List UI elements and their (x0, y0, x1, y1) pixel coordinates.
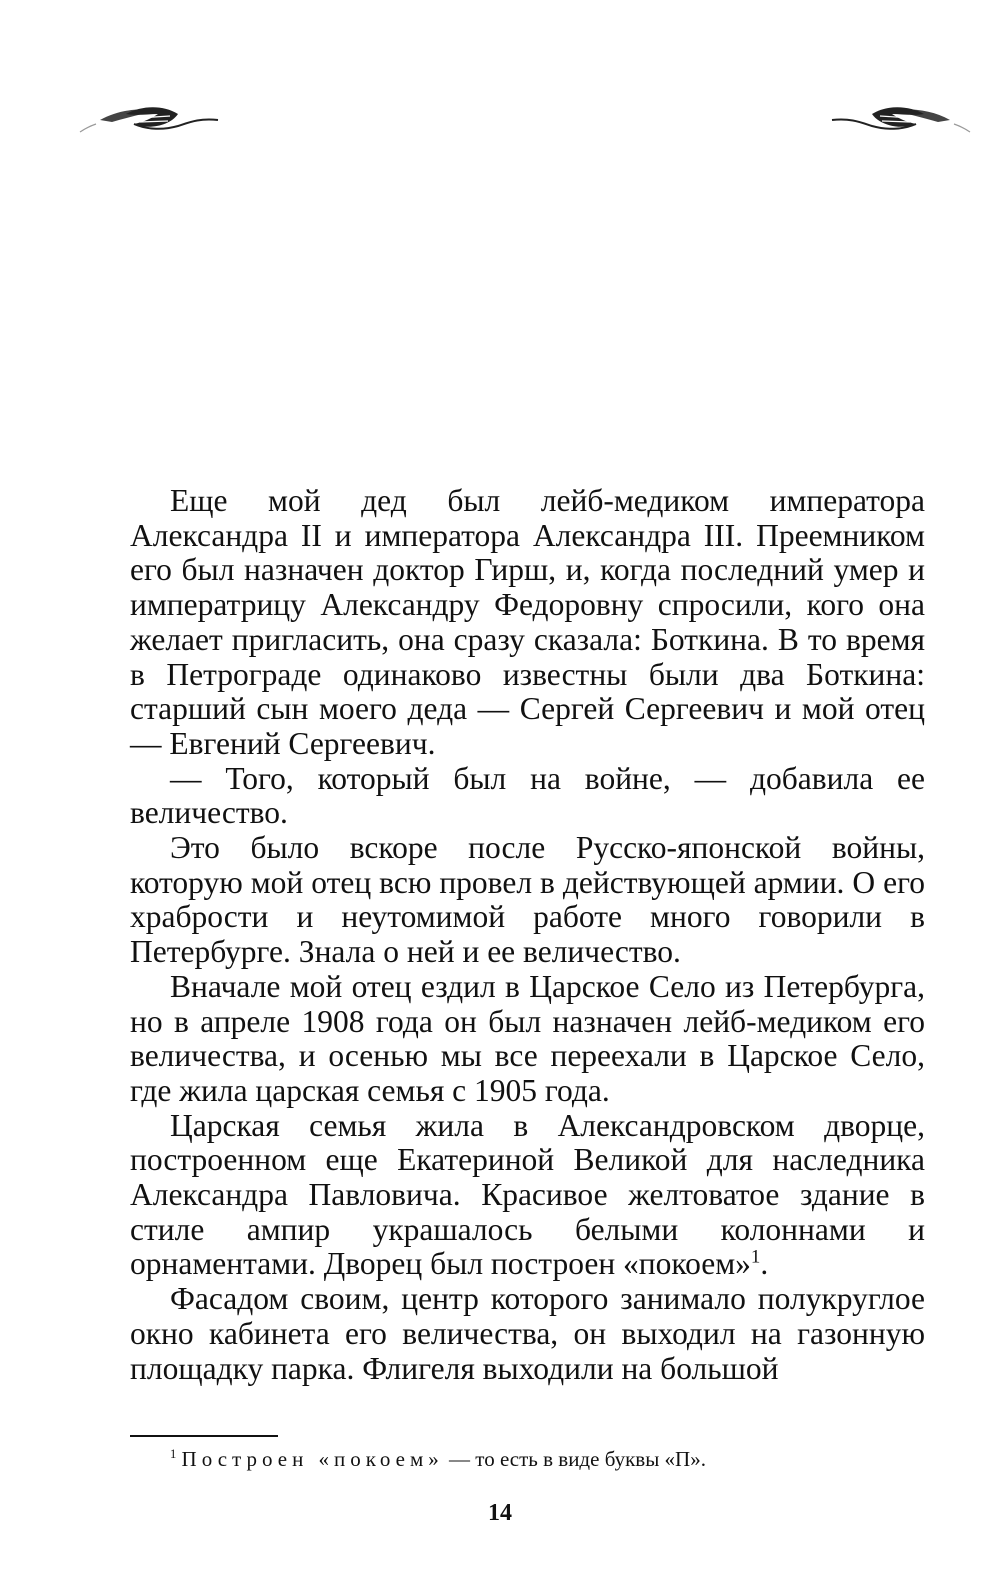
page-number: 14 (488, 1500, 512, 1526)
paragraph: Фасадом своим, центр которого занимало полукруглое окно кабинета его величества, он выходил на газонную площадку парка. Флигеля выходили на большой (130, 1281, 925, 1386)
leaf-flourish-icon (78, 84, 228, 144)
paragraph-end: . (760, 1246, 769, 1282)
footnote-spaced-term: Построен «покоем» (181, 1447, 444, 1471)
paragraph-text: Царская семья жила в Александровском дворце, построенном еще Екатериной Великой для наследника Александра Павловича. Красивое желтоватое здание в стиле ампир украшалось белыми колоннами и орнаментами. Дворец был построен «покоем» (130, 1107, 925, 1282)
paragraph: Еще мой дед был лейб-медиком императора Александра II и императора Александра III. Преемником его был назначен доктор Гирш, и, когда последний умер и императрицу Александру Федоровну спросили, кого она желает пригласить, она сразу сказала: Боткина. В то время в Петрограде одинаково известны были два Боткина: старший сын моего деда — Сергей Сергеевич и мой отец — Евгений Сергеевич. (130, 483, 925, 761)
footnote (170, 1444, 930, 1474)
paragraph: — Того, который был на войне, — добавила ее величество. (130, 760, 925, 831)
leaf-flourish-icon (822, 84, 972, 144)
footnote-text: — то есть в виде буквы «П». (443, 1447, 706, 1471)
paragraph: Вначале мой отец ездил в Царское Село из Петербурга, но в апреле 1908 года он был назначен лейб-медиком его величества, и осенью мы все переехали в Царское Село, где жила царская семья с 1905 года. (130, 968, 925, 1108)
body-text (130, 484, 925, 1386)
footnote-divider (130, 1435, 278, 1437)
paragraph (130, 1109, 925, 1283)
paragraph: Это было вскоре после Русско-японской войны, которую мой отец всю провел в действующей армии. О его храбрости и неутомимой работе много говорили в Петербурге. Знала о ней и ее величество. (130, 830, 925, 970)
footnote-marker: 1 (170, 1447, 177, 1461)
footnote-reference[interactable]: 1 (750, 1246, 761, 1268)
